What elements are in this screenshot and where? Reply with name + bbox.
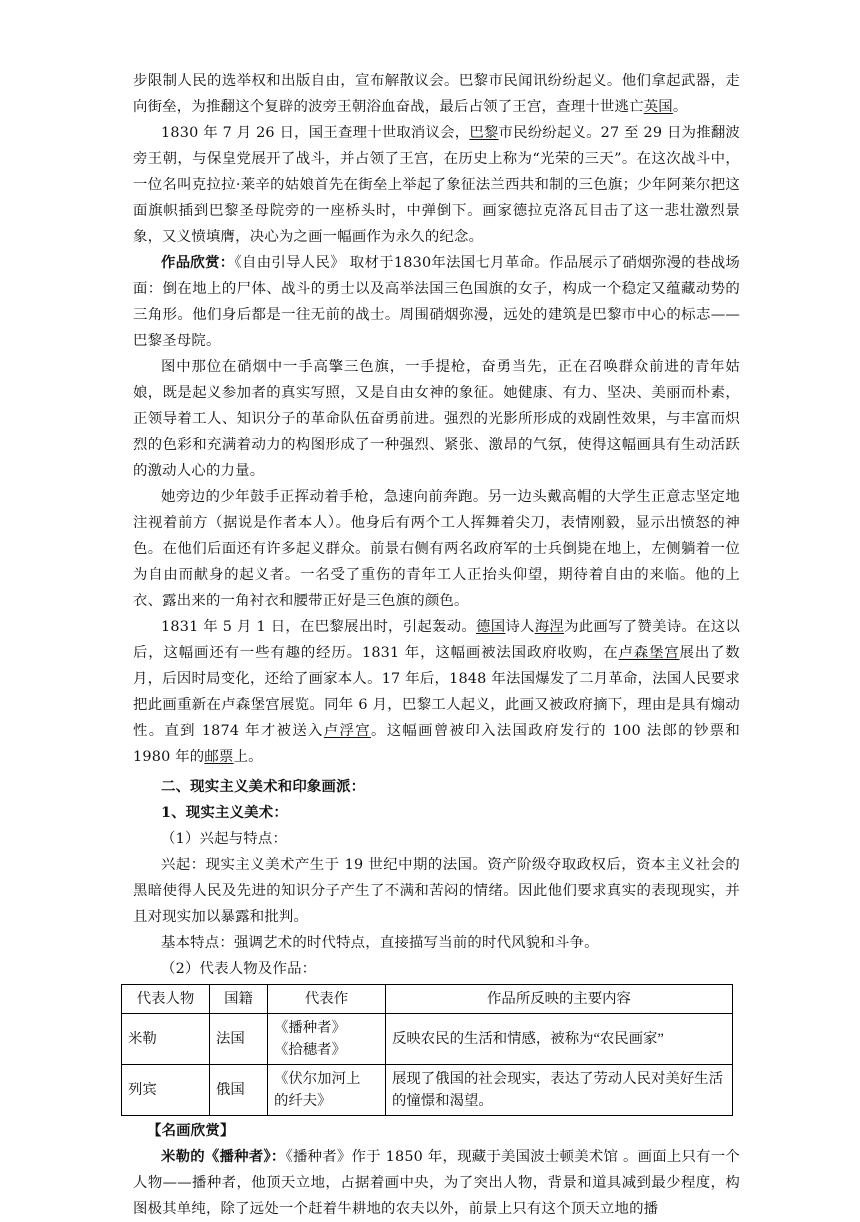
paragraph-text: 1830 年 7 月 26 日，国王查理十世取消议会，	[161, 125, 470, 141]
paragraph-text: 步限制人民的选举权和出版自由，宣布解散议会。巴黎市民闻讯纷纷起义。他们拿起武器，走向街垒，为推翻这个复辟的波旁王朝浴血奋战，最后占领了王宫，查理十世逃亡	[133, 73, 740, 115]
work-title: 《播种者》	[274, 1020, 346, 1036]
paragraph-text: 《播种者》作于 1850 年，现藏于美国波士顿美术馆 。画面上只有一个人物——播种者，他顶天立地，占据着画中央，为了突出人物，背景和道具减到最少程度，构图极其单纯，除了远处一个赶着牛耕地的农夫以外，前景上只有这个顶天立地的播	[133, 1149, 740, 1217]
work-title: 的纤夫》	[274, 1093, 332, 1109]
paragraph-text: 展出了数月，后因时局变化，还给了画家本人。17 年后，1848 年法国爆发了二月革命，法国人民要求把此画重新在卢森堡宫展览。同年 6 月，巴黎工人起义，此画又被政府摘下，理由是具有煽动性。直到 1874 年才被送入	[133, 645, 740, 739]
section-heading: 二、现实主义美术和印象画派：	[161, 778, 366, 795]
paragraph-1	[133, 68, 740, 120]
item-heading-1: （1）兴起与特点：	[161, 831, 288, 847]
table-row	[122, 1014, 733, 1065]
table-cell-country: 俄国	[210, 1065, 268, 1116]
paragraph-text: 上。	[233, 749, 263, 765]
paragraph-text: 为此画写了赞美诗。在这以后，这幅画还有一些有趣的经历。1831 年，这幅画被法国政府收购，在	[133, 619, 740, 661]
table-cell-person: 列宾	[122, 1065, 210, 1116]
table-header-row	[122, 985, 733, 1014]
paragraph-4: 图中那位在硝烟中一手高擎三色旗，一手提枪，奋勇当先，正在召唤群众前进的青年姑娘，既是起义参加者的真实写照，又是自由女神的象征。她健康、有力、坚决、美丽而朴素，正领导着工人、知识分子的革命队伍奋勇前进。强烈的光影所形成的戏剧性效果，与丰富而炽烈的色彩和充满着动力的构图形成了一种强烈、紧张、激昂的气氛，使得这幅画具有生动活跃的激动人心的力量。	[133, 359, 740, 479]
table-header: 作品所反映的主要内容	[386, 985, 733, 1014]
paragraph-text: 市民纷纷起义。27 至 29 日为推翻波旁王朝，与保皇党展开了战斗，并占领了王宫，在历史上称为“光荣的三天”。在这次战斗中，一位名叫克拉拉·莱辛的姑娘首先在街垒上举起了象征法兰西共和制的三色旗；少年阿莱尔把这面旗帜插到巴黎圣母院旁的一座桥头时，中弹倒下。画家德拉克洛瓦目击了这一悲壮激烈景象，又义愤填膺，决心为之画一幅画作为永久的纪念。	[133, 125, 740, 245]
table-cell-person: 米勒	[122, 1014, 210, 1065]
table-row	[122, 1065, 733, 1116]
work-title: 《伏尔加河上	[274, 1071, 361, 1087]
link-england[interactable]: 英国	[643, 99, 673, 115]
table-header: 代表作	[268, 985, 386, 1014]
document-body	[128, 68, 740, 1222]
table-header: 国籍	[210, 985, 268, 1014]
work-title: 《拾穗者》	[274, 1042, 346, 1058]
paragraph-5: 她旁边的少年鼓手正挥动着手枪，急速向前奔跑。另一边头戴高帽的大学生正意志坚定地注视着前方（据说是作者本人）。他身后有两个工人挥舞着尖刀，表情刚毅，显示出愤怒的神色。在他们后面还有许多起义群众。前景右侧有两名政府军的士兵倒毙在地上，左侧躺着一位为自由而献身的起义者。一名受了重伤的青年工人正抬头仰望，期待着自由的来临。他的上衣、露出来的一角衬衣和腰带正好是三色旗的颜色。	[133, 489, 740, 609]
link-stamp[interactable]: 邮票	[204, 749, 234, 765]
famous-painting-label: 【名画欣赏】	[147, 1122, 235, 1139]
table-cell-works	[268, 1065, 386, 1116]
appreciation-title: 米勒的《播种者》：	[161, 1148, 286, 1165]
link-louvre[interactable]: 卢浮宫	[323, 723, 371, 739]
subsection-heading: 1、现实主义美术：	[161, 804, 288, 821]
link-luxembourg-palace[interactable]: 卢森堡宫	[618, 645, 680, 661]
appreciation-label: 作品欣赏：	[161, 254, 235, 271]
table-cell-content: 展现了俄国的社会现实，表达了劳动人民对美好生活的憧憬和渴望。	[386, 1065, 733, 1116]
table-header: 代表人物	[122, 985, 210, 1014]
features-paragraph: 基本特点：强调艺术的时代特点，直接描写当前的时代风貌和斗争。	[161, 935, 599, 951]
table-cell-content: 反映农民的生活和情感，被称为“农民画家”	[386, 1014, 733, 1065]
paragraph-3	[133, 250, 740, 354]
item-heading-2: （2）代表人物及作品：	[161, 961, 317, 977]
paragraph-text: 1831 年 5 月 1 日，在巴黎展出时，引起轰动。	[161, 619, 477, 635]
rise-paragraph: 兴起：现实主义美术产生于 19 世纪中期的法国。资产阶级夺取政权后，资本主义社会的黑暗使得人民及先进的知识分子产生了不满和苦闷的情绪。因此他们要求真实的表现现实，并且对现实加以暴露和批判。	[133, 857, 740, 925]
link-paris[interactable]: 巴黎	[469, 125, 499, 141]
artists-table	[121, 984, 733, 1116]
paragraph-2	[133, 120, 740, 250]
appreciation-paragraph	[133, 1144, 740, 1222]
table-cell-country: 法国	[210, 1014, 268, 1065]
paragraph-text: 。	[672, 99, 688, 115]
paragraph-6	[133, 614, 740, 770]
table-cell-works	[268, 1014, 386, 1065]
link-germany[interactable]: 德国	[476, 619, 506, 635]
link-heine[interactable]: 海涅	[534, 619, 565, 635]
paragraph-text: 诗人	[505, 619, 535, 635]
paragraph-text: 。这幅画曾被印入法国政府发行的 100 法郎的钞票和 1980 年的	[133, 723, 740, 765]
paragraph-text: 《自由引导人民》 取材于1830年法国七月革命。作品展示了硝烟弥漫的巷战场面：倒在地上的尸体、战斗的勇士以及高举法国三色国旗的女子，构成一个稳定又蕴藏动势的三角形。他们身后都是一往无前的战士。周围硝烟弥漫，远处的建筑是巴黎市中心的标志——巴黎圣母院。	[133, 255, 740, 349]
